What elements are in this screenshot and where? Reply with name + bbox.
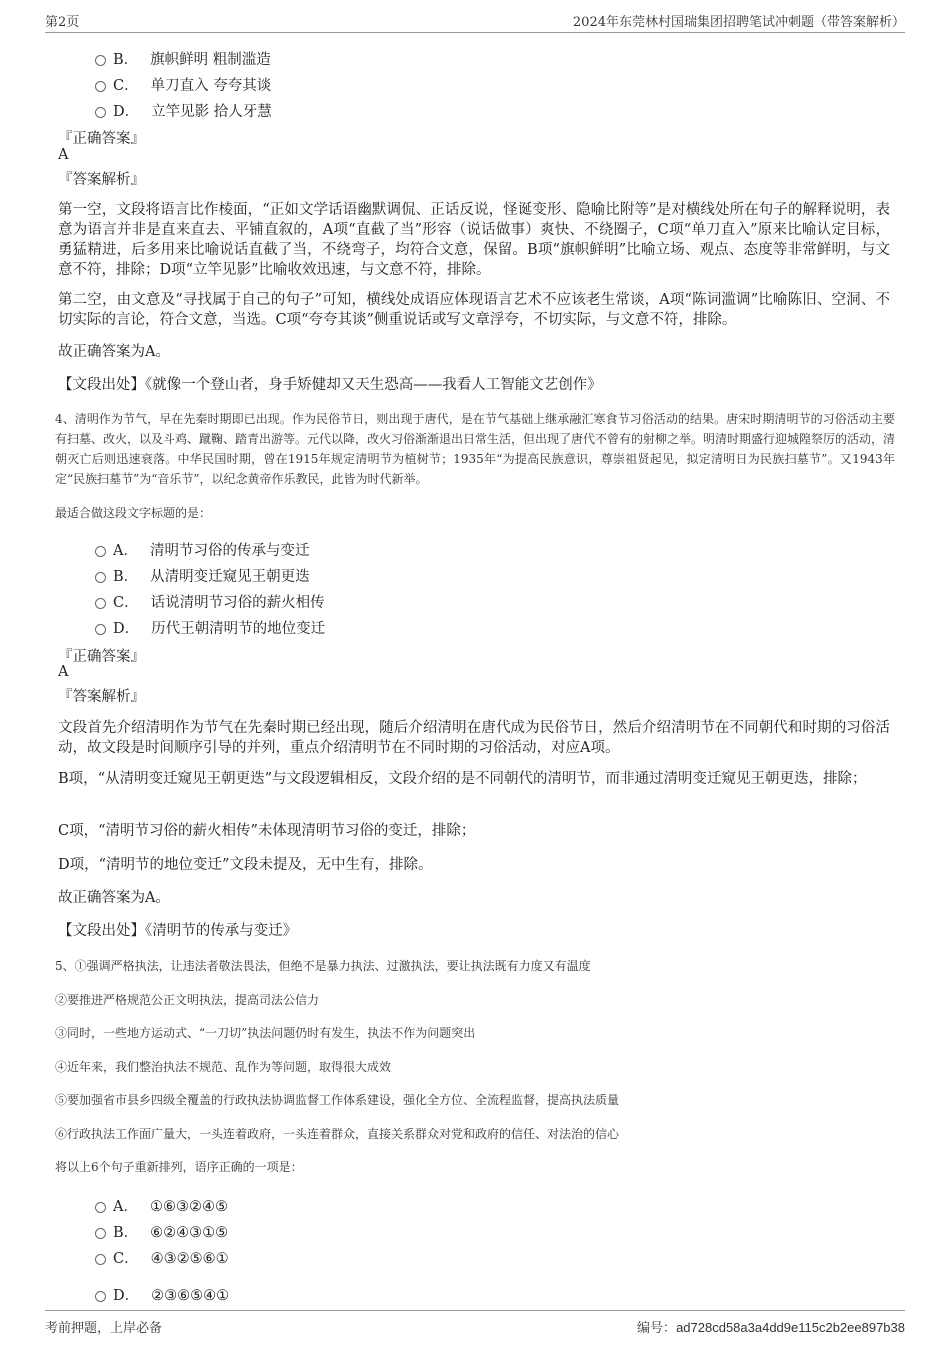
q4-analysis-p1: 文段首先介绍清明作为节气在先秦时期已经出现，随后介绍清明在唐代成为民俗节日，然后介绍清明节在不同朝代和时期的习俗活动，故文段是时间顺序引导的并列，重点介绍清明节在不同时期的习俗活动，对应A项。: [58, 720, 890, 756]
q4-question: 最适合做这段文字标题的是：: [55, 506, 212, 520]
q3-answer-tag: 『正确答案』: [58, 131, 145, 147]
page-number: 第2页: [45, 15, 80, 30]
q4-answer: A: [58, 664, 69, 680]
q3-analysis-tag: 『答案解析』: [58, 172, 145, 188]
q4-analysis-p2: B项，“从清明变迁窥见王朝更迭”与文段逻辑相反，文段介绍的是不同朝代的清明节，而非通过清明变迁窥见王朝更迭，排除；: [58, 771, 867, 787]
q5-sentence-2: ②要推进严格规范公正文明执法，提高司法公信力: [55, 993, 320, 1007]
radio-icon[interactable]: [95, 1228, 106, 1239]
page-header: [45, 0, 905, 33]
q3-analysis-p2: 第二空，由文意及“寻找属于自己的句子”可知，横线处成语应体现语言艺术不应该老生常谈，A项“陈词滥调”比喻陈旧、空洞、不切实际的言论，符合文意，当选。C项“夸夸其谈”侧重说话或写文章浮夸，不切实际，与文意不符，排除。: [58, 292, 890, 328]
q4-stem: 4、清明作为节气，早在先秦时期即已出现。作为民俗节日，则出现于唐代，是在节气基础上继承融汇寒食节习俗活动的结果。唐宋时期清明节的习俗活动主要有扫墓、改火，以及斗鸡、蹴鞠、踏青出游等。元代以降，改火习俗渐渐退出日常生活，但出现了唐代不曾有的射柳之举。明清时期盛行迎城隍祭厉的活动，清朝灭亡后则迅速衰落。中华民国时期，曾在1915年规定清明节为植树节；1935年“为提高民族意识，尊崇祖贤起见，拟定清明日为民族扫墓节”。又1943年定“民族扫墓节”为“音乐节”，以纪念黄帝作乐教民，此皆为时代新举。: [55, 412, 896, 486]
q4-analysis-p4: D项，“清明节的地位变迁”文段未提及，无中生有，排除。: [58, 857, 433, 873]
radio-icon[interactable]: [95, 598, 106, 609]
q4-conclusion: 故正确答案为A。: [58, 890, 170, 906]
q5-option-a[interactable]: A． ①⑥③②④⑤: [95, 1195, 228, 1216]
radio-icon[interactable]: [95, 81, 106, 92]
radio-icon[interactable]: [95, 572, 106, 583]
q4-answer-tag: 『正确答案』: [58, 649, 145, 665]
q3-answer: A: [58, 147, 69, 163]
q3-option-d[interactable]: D． 立竿见影 拾人牙慧: [95, 100, 272, 121]
radio-icon[interactable]: [95, 1291, 106, 1302]
q5-option-c[interactable]: C． ④③②⑤⑥①: [95, 1247, 229, 1268]
q4-analysis-tag: 『答案解析』: [58, 689, 145, 705]
q5-option-b[interactable]: B． ⑥②④③①⑤: [95, 1221, 228, 1242]
q5-sentence-1: 5、①强调严格执法，让违法者敬法畏法，但绝不是暴力执法、过激执法，要让执法既有力度又有温度: [55, 959, 591, 973]
q5-sentence-6: ⑥行政执法工作面广量大，一头连着政府，一头连着群众，直接关系群众对党和政府的信任、对法治的信心: [55, 1127, 620, 1141]
q4-option-d[interactable]: D． 历代王朝清明节的地位变迁: [95, 617, 325, 638]
q4-analysis-p3: C项，“清明节习俗的薪火相传”未体现清明节习俗的变迁，排除；: [58, 823, 476, 839]
q3-conclusion: 故正确答案为A。: [58, 344, 170, 360]
q4-option-a[interactable]: A． 清明节习俗的传承与变迁: [95, 539, 309, 560]
page-footer: [45, 1310, 905, 1345]
q5-option-d[interactable]: D． ②③⑥⑤④①: [95, 1284, 229, 1305]
q5-sentence-3: ③同时，一些地方运动式、“一刀切”执法问题仍时有发生，执法不作为问题突出: [55, 1026, 476, 1040]
q4-option-b[interactable]: B． 从清明变迁窥见王朝更迭: [95, 565, 310, 586]
q4-source: 【文段出处】《清明节的传承与变迁》: [58, 923, 298, 939]
footer-code: 编号：ad728cd58a3a4dd9e115c2b2ee897b38: [637, 1320, 905, 1336]
footer-slogan: 考前押题，上岸必备: [45, 1321, 163, 1336]
radio-icon[interactable]: [95, 624, 106, 635]
q5-sentence-5: ⑤要加强省市县乡四级全覆盖的行政执法协调监督工作体系建设，强化全方位、全流程监督，提高执法质量: [55, 1093, 620, 1107]
q5-question: 将以上6个句子重新排列，语序正确的一项是：: [55, 1160, 303, 1174]
q3-option-b[interactable]: B． 旗帜鲜明 粗制滥造: [95, 48, 271, 69]
radio-icon[interactable]: [95, 1254, 106, 1265]
radio-icon[interactable]: [95, 107, 106, 118]
q5-sentence-4: ④近年来，我们整治执法不规范、乱作为等问题，取得很大成效: [55, 1060, 392, 1074]
q3-option-c[interactable]: C． 单刀直入 夸夸其谈: [95, 74, 271, 95]
radio-icon[interactable]: [95, 55, 106, 66]
q4-option-c[interactable]: C． 话说清明节习俗的薪火相传: [95, 591, 325, 612]
document-title: 2024年东莞林村国瑞集团招聘笔试冲刺题（带答案解析）: [572, 15, 905, 30]
radio-icon[interactable]: [95, 1202, 106, 1213]
q3-analysis-p1: 第一空，文段将语言比作棱面，“正如文学话语幽默调侃、正话反说，怪诞变形、隐喻比附等”是对横线处所在句子的解释说明，表意为语言并非是直来直去、平铺直叙的，A项“直截了当”形容（说话做事）爽快、不绕圈子，C项“单刀直入”原来比喻认定目标，勇猛精进，后多用来比喻说话直截了当，不绕弯子，均符合文意，保留。B项“旗帜鲜明”比喻立场、观点、态度等非常鲜明，与文意不符，排除；D项“立竿见影”比喻收效迅速，与文意不符，排除。: [58, 202, 890, 278]
q3-source: 【文段出处】《就像一个登山者，身手矫健却又天生恐高——我看人工智能文艺创作》: [58, 377, 602, 393]
radio-icon[interactable]: [95, 546, 106, 557]
